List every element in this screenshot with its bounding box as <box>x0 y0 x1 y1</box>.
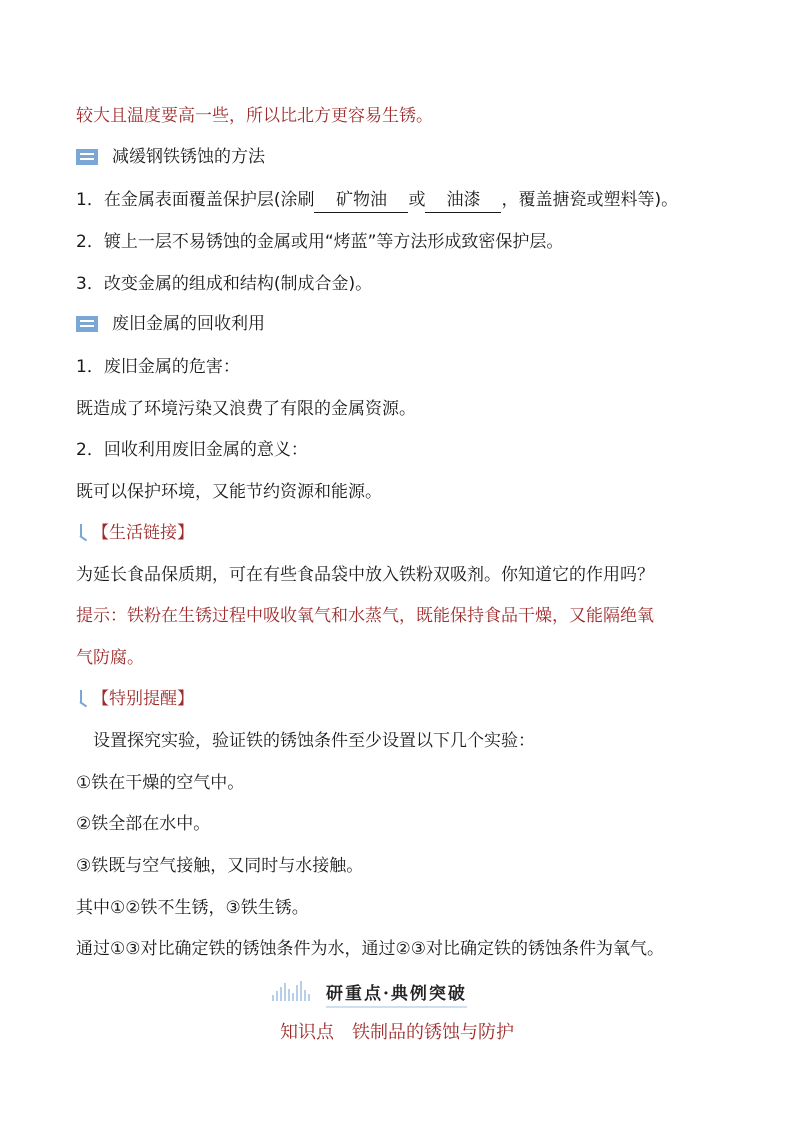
item-text: ，覆盖搪瓷或塑料等)。 <box>501 190 679 210</box>
experiment-result: 其中①②铁不生锈，③铁生锈。 <box>76 898 309 918</box>
tag-text: 【生活链接】 <box>92 523 194 543</box>
fill-blank-1: 矿物油 <box>314 188 408 213</box>
experiment-2: ②铁全部在水中。 <box>76 814 211 834</box>
harm-question: 1．废旧金属的危害： <box>76 357 240 377</box>
life-link-tag <box>76 521 194 545</box>
pin-icon <box>76 524 88 542</box>
heading-text: 废旧金属的回收利用 <box>112 314 265 334</box>
reminder-intro: 设置探究实验，验证铁的锈蚀条件至少设置以下几个实验： <box>93 731 535 751</box>
special-reminder-tag <box>76 687 194 711</box>
item-text: 1．在金属表面覆盖保护层(涂刷 <box>76 190 315 210</box>
method-item-1 <box>76 188 678 213</box>
method-item-2: 2．镀上一层不易锈蚀的金属或用“烤蓝”等方法形成致密保护层。 <box>76 232 564 252</box>
experiment-3: ③铁既与空气接触，又同时与水接触。 <box>76 856 364 876</box>
experiment-1: ①铁在干燥的空气中。 <box>76 773 245 793</box>
list-heading-icon <box>76 149 98 165</box>
knowledge-point-title: 知识点 铁制品的锈蚀与防护 <box>280 1022 514 1043</box>
method-item-3: 3．改变金属的组成和结构(制成合金)。 <box>76 274 373 294</box>
significance-question: 2．回收利用废旧金属的意义： <box>76 440 308 460</box>
section-banner <box>272 978 522 1004</box>
section-heading-slowing-rust <box>76 145 265 169</box>
life-hint-line-2: 气防腐。 <box>76 648 144 668</box>
heading-text: 减缓钢铁锈蚀的方法 <box>112 147 265 167</box>
life-hint-line-1: 提示：铁粉在生锈过程中吸收氧气和水蒸气，既能保持食品干燥，又能隔绝氧 <box>76 606 654 626</box>
pin-icon <box>76 690 88 708</box>
significance-answer: 既可以保护环境，又能节约资源和能源。 <box>76 482 382 502</box>
tag-text: 【特别提醒】 <box>92 689 194 709</box>
continued-text: 较大且温度要高一些，所以比北方更容易生锈。 <box>76 106 433 126</box>
list-heading-icon <box>76 316 98 332</box>
section-heading-recycling <box>76 312 265 336</box>
banner-bars-icon <box>272 981 312 1001</box>
harm-answer: 既造成了环境污染又浪费了有限的金属资源。 <box>76 399 416 419</box>
fill-blank-2: 油漆 <box>425 188 501 213</box>
item-text: 或 <box>408 190 426 210</box>
banner-title: 研重点·典例突破 <box>326 979 467 1004</box>
experiment-conclusion: 通过①③对比确定铁的锈蚀条件为水，通过②③对比确定铁的锈蚀条件为氧气。 <box>76 939 664 959</box>
life-question: 为延长食品保质期，可在有些食品袋中放入铁粉双吸剂。你知道它的作用吗？ <box>76 565 654 585</box>
